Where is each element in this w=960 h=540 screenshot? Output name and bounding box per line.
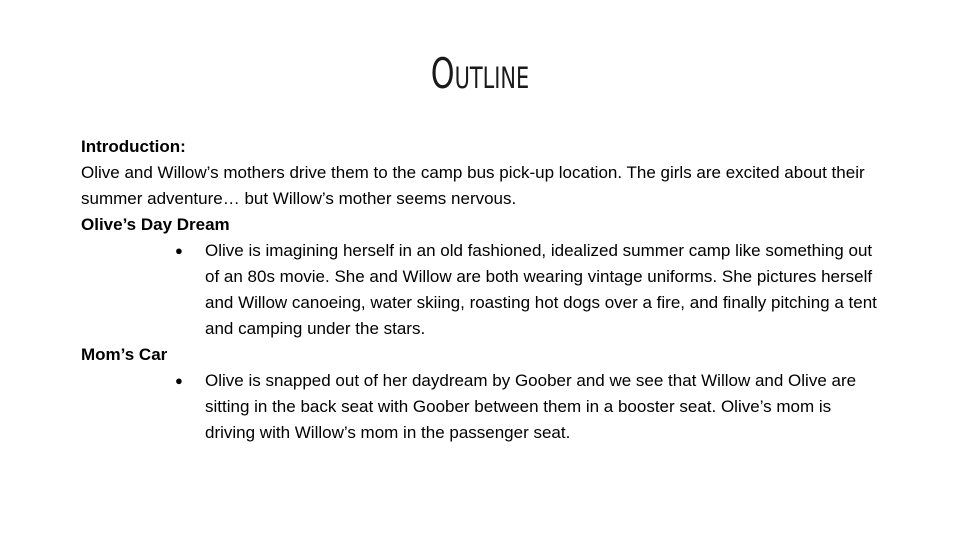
slide-title: Outline — [430, 49, 530, 98]
bullet-icon: ● — [175, 243, 183, 258]
list-item — [81, 238, 881, 342]
list-item — [81, 368, 881, 446]
list-item-text: Olive is snapped out of her daydream by Goober and we see that Willow and Olive are sitting in the back seat with Goober between them in a booster seat. Olive’s mom is driving with Willow’s mom in the passenger seat. — [205, 371, 857, 442]
bullet-icon: ● — [175, 373, 183, 388]
introduction-paragraph: Olive and Willow’s mothers drive them to the camp bus pick-up location. The girls are excited about their summer adventure… but Willow’s mother seems nervous. — [81, 163, 865, 208]
section-heading-introduction: Introduction: — [81, 137, 186, 156]
bullet-list-day-dream — [81, 238, 881, 342]
section-heading-moms-car: Mom’s Car — [81, 345, 168, 364]
slide-body — [81, 134, 881, 446]
bullet-list-moms-car — [81, 368, 881, 446]
list-item-text: Olive is imagining herself in an old fashioned, idealized summer camp like something out of an 80s movie. She and Willow are both wearing vintage uniforms. She pictures herself and Willow canoeing, water skiing, roasting hot dogs over a fire, and finally pitching a tent and camping under the stars. — [205, 241, 877, 338]
section-heading-olives-day-dream: Olive’s Day Dream — [81, 215, 230, 234]
